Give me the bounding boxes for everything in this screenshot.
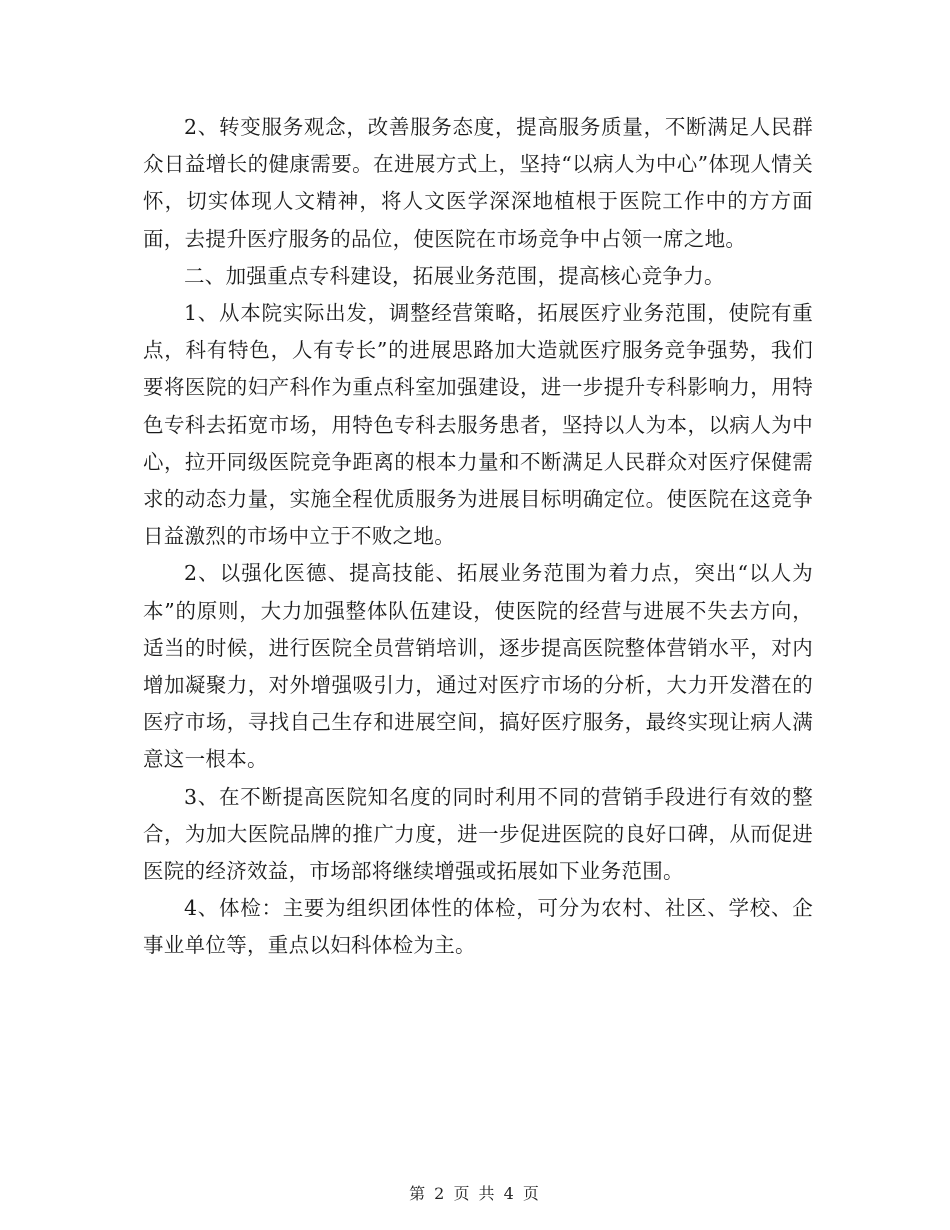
paragraph-health-checkup: 4、体检：主要为组织团体性的体检，可分为农村、社区、学校、企事业单位等，重点以妇科体检为主。 (143, 896, 813, 958)
page-number-footer: 第 2 页 共 4 页 (409, 1184, 541, 1203)
section-heading-specialty: 二、加强重点专科建设，拓展业务范围，提高核心竞争力。 (184, 263, 725, 288)
document-body (143, 109, 813, 965)
paragraph-brand-promotion: 3、在不断提高医院知名度的同时利用不同的营销手段进行有效的整合，为加大医院品牌的推广力度，进一步促进医院的良好口碑，从而促进医院的经济效益，市场部将继续增强或拓展如下业务范围。 (143, 784, 813, 884)
paragraph-service-concept: 2、转变服务观念，改善服务态度，提高服务质量，不断满足人民群众日益增长的健康需要。在进展方式上，坚持“以病人为中心”体现人情关怀，切实体现人文精神，将人文医学深深地植根于医院工作中的方方面面，去提升医疗服务的品位，使医院在市场竞争中占领一席之地。 (143, 115, 813, 251)
paragraph-strategy: 1、从本院实际出发，调整经营策略，拓展医疗业务范围，使院有重点，科有特色，人有专长”的进展思路加大造就医疗服务竞争强势，我们要将医院的妇产科作为重点科室加强建设，进一步提升专科影响力，用特色专科去拓宽市场，用特色专科去服务患者，坚持以人为本，以病人为中心，拉开同级医院竞争距离的根本力量和不断满足人民群众对医疗保健需求的动态力量，实施全程优质服务为进展目标明确定位。使医院在这竞争日益激烈的市场中立于不败之地。 (143, 301, 813, 549)
paragraph-team-building: 2、以强化医德、提高技能、拓展业务范围为着力点，突出“以人为本”的原则，大力加强整体队伍建设，使医院的经营与进展不失去方向，适当的时候，进行医院全员营销培训，逐步提高医院整体营销水平，对内增加凝聚力，对外增强吸引力，通过对医疗市场的分析，大力开发潜在的医疗市场，寻找自己生存和进展空间，搞好医疗服务，最终实现让病人满意这一根本。 (143, 561, 813, 772)
